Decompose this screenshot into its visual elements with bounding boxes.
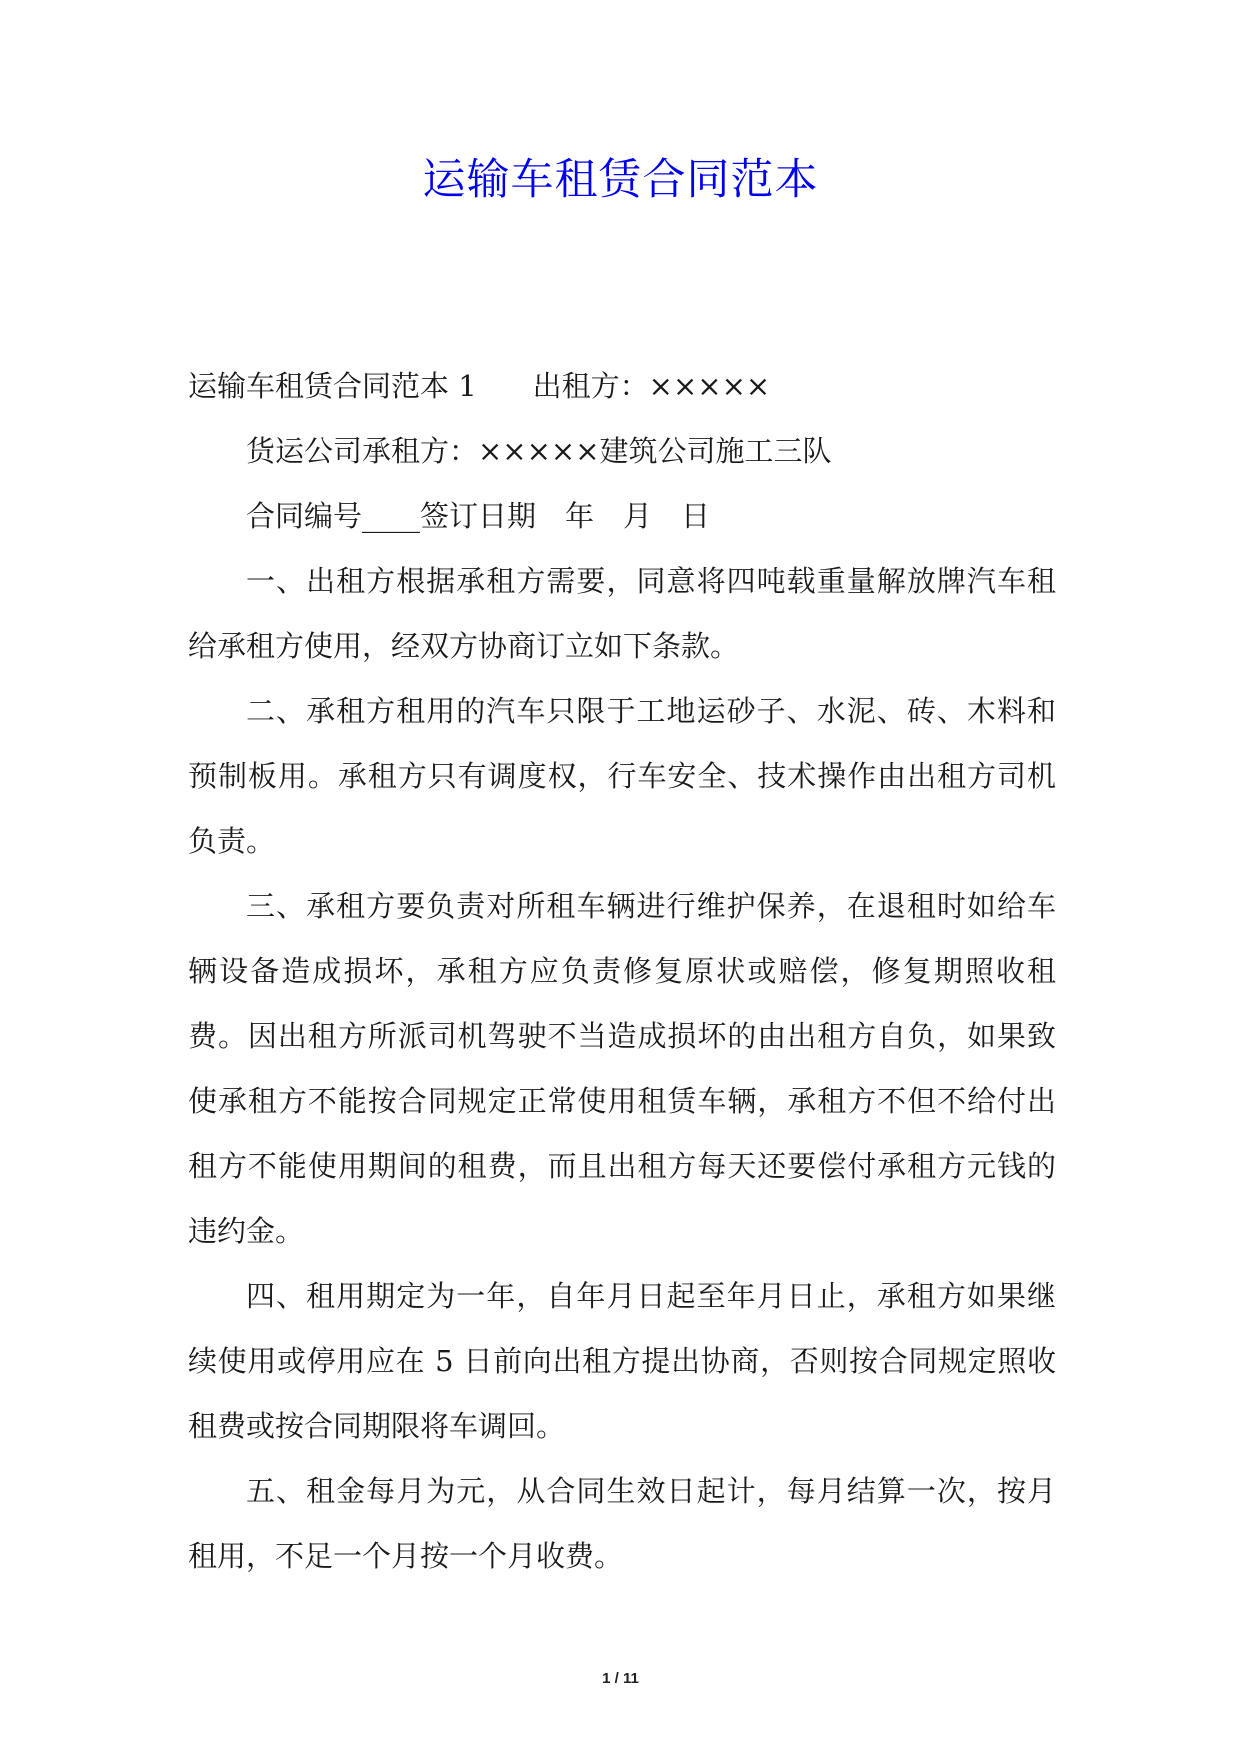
lessor-line: 出租方：××××× <box>532 369 771 403</box>
page-number: 1 / 11 <box>602 1670 639 1687</box>
clause-4: 四、租用期定为一年，自年月日起至年月日止，承租方如果继续使用或停用应在 5 日前向出租方提出协商，否则按合同规定照收租费或按合同期限将车调回。 <box>188 1279 1056 1443</box>
document-body <box>188 354 1056 1589</box>
document-title: 运输车租赁合同范本 <box>422 155 819 205</box>
lessee-line: 货运公司承租方：×××××建筑公司施工三队 <box>246 434 832 468</box>
clause-2: 二、承租方租用的汽车只限于工地运砂子、水泥、砖、木料和预制板用。承租方只有调度权，行车安全、技术操作由出租方司机负责。 <box>188 694 1056 858</box>
contract-info-line: 合同编号____签订日期 年 月 日 <box>246 499 711 533</box>
header-line <box>188 354 1056 419</box>
header-left-text: 运输车租赁合同范本 1 <box>188 369 477 403</box>
clause-1: 一、出租方根据承租方需要，同意将四吨载重量解放牌汽车租给承租方使用，经双方协商订立如下条款。 <box>188 564 1056 663</box>
clause-3: 三、承租方要负责对所租车辆进行维护保养，在退租时如给车辆设备造成损坏，承租方应负责修复原状或赔偿，修复期照收租费。因出租方所派司机驾驶不当造成损坏的由出租方自负，如果致使承租方不能按合同规定正常使用租赁车辆，承租方不但不给付出租方不能使用期间的租费，而且出租方每天还要偿付承租方元钱的违约金。 <box>188 889 1056 1248</box>
clause-5: 五、租金每月为元，从合同生效日起计，每月结算一次，按月租用，不足一个月按一个月收费。 <box>188 1474 1056 1573</box>
